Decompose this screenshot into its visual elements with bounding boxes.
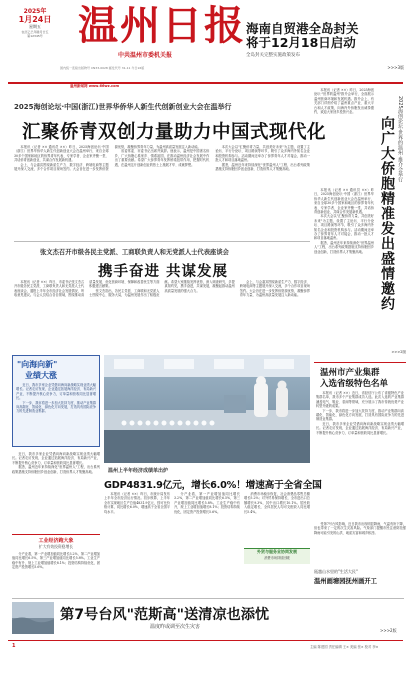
footer-page-number: 1	[12, 643, 16, 649]
small-left-sub: 扩大有效投资稳增长	[38, 544, 74, 549]
gdp-headline[interactable]: GDP4831.9亿元，增长6.0%！增速高于全省全国	[104, 480, 322, 491]
small-mid-sub: 消费市场持续回暖	[264, 556, 290, 560]
left-column-body: 近日，我市多家企业凭借向海向新战略实现业绩大幅增长。记者走访发现，企业通过拓展海洋经济、布局新兴产业，不断提升核心竞争力，订单量和营收同比显著增长。 据悉，温州近年来持续深化"世界温州人"工程，出台系列政策措施支持侨胞回乡创业创新，打造侨界人才集聚高地。	[12, 452, 100, 474]
date-day: 1月24日	[18, 15, 52, 24]
cluster-box-title-1: 温州市产业集群	[320, 368, 380, 378]
newspaper-subtitle: 中共温州市委机关报	[118, 52, 173, 59]
site-banner	[70, 72, 160, 88]
date-weekday: 星期五	[29, 24, 41, 29]
small-mid-box[interactable]	[244, 548, 310, 564]
promo-subhead: 全岛封关完整实施政策发布	[246, 53, 300, 58]
promo-box[interactable]	[246, 22, 404, 72]
bottom-headline[interactable]: 第7号台风"范斯高"送清凉也添忧	[60, 607, 270, 623]
date-lunar: 农历乙巳年腊月廿五	[21, 30, 49, 34]
sidebar-blue-body: 近日，我市多家企业凭借向海向新战略实现业绩大幅增长。记者走访发现，企业通过拓展海洋经济、布局新兴产业，不断提升核心竞争力，订单量和营收同比显著增长。 下一步，我市将进一步加大扶持力度，推动产业集群向高端化、智能化、绿色化方向发展，打造具有国际竞争力的先进制造业集群。	[16, 383, 96, 414]
small-left-body: 分产业看，第一产业增加值同比增长3.2%，第二产业增加值同比增长6.5%，第三产业增加值同比增长5.8%。工业生产稳中有升，规上工业增加值增长8.1%；投资结构持续优化，固定资产投资增长5.6%。	[12, 552, 100, 570]
bottom-right-story[interactable]	[314, 522, 406, 596]
sidebar-blue-subtitle: 业绩大涨	[25, 371, 57, 380]
cluster-box-title-2: 入选省级特色名单	[320, 379, 389, 389]
vertical-story	[314, 88, 406, 358]
bottom-right-kicker: 瓯越山水里的"生活大民"	[314, 569, 358, 574]
promo-headline-1: 海南自贸港全岛封关	[246, 21, 359, 36]
sidebar-blue-box[interactable]	[12, 355, 100, 447]
promo-headline-2: 将于12月18日启动	[246, 35, 356, 50]
issue-number: 第12345号	[27, 34, 43, 38]
second-headline[interactable]: 携手奋进 共谋发展	[98, 264, 229, 280]
meta-line: 国内统一连续出版物号 CN33-0028 邮发代号 31-11 今日16版	[60, 66, 145, 70]
bottom-more[interactable]: >>>2版	[380, 628, 397, 633]
factory-photo	[104, 355, 310, 463]
vertical-story-headline: 向广大侨胞精准发出盛情邀约	[379, 116, 395, 311]
bottom-photo	[12, 602, 54, 634]
gdp-kicker: 温州上半年经济成绩单出炉	[108, 468, 169, 474]
bottom-subhead: 温度昨或调至次生灾害	[150, 624, 201, 630]
vertical-story-kicker: 2025海创论坛·世界的温州·推介会举行	[397, 96, 403, 182]
sidebar-blue-title: "向海向新"	[17, 360, 58, 369]
small-mid-title: 外贸与服务业协同发展	[257, 549, 297, 554]
cluster-box[interactable]	[314, 362, 406, 520]
lead-divider	[14, 241, 310, 242]
vertical-story-body-2: 本报讯（记者 ×× 通讯员 ××）昨日，2025海创论坛·中国（浙江）世界华侨华人新生代创新创业大会在温州举行，来自全球30多个国家和地区的侨界青年代表、专家学者、企业家齐聚一堂，共话侨青创新创业，共谋合作发展新机遇。 本次大会以"汇聚侨青力量，共创美好未来"为主题，设置了主论坛、平行分论坛、项目路演等环节，吸引了众多海内外知名企业和投资机构参与。活动期间还举办了侨界青年人才对接会，推动一批人才和项目落地温州。 据悉，温州近年来持续深化"世界温州人"工程，出台系列政策措施支持侨胞回乡创业创新，打造侨界人才集聚高地。	[314, 188, 374, 254]
footer-credits: 主编 陈建国 责任编辑 王× 美编 张× 校对 李×	[310, 645, 379, 649]
date-block	[10, 6, 60, 58]
lead-headline[interactable]: 汇聚侨青双创力量助力中国式现代化	[22, 122, 327, 143]
footer-rule	[8, 640, 403, 641]
bottom-right-headline: 温州画塘园抚州画开工	[314, 578, 377, 585]
bottom-divider	[12, 598, 404, 599]
vertical-story-more[interactable]: >>>2版	[391, 350, 406, 354]
factory-photo-image	[104, 355, 310, 463]
masthead-rule	[8, 82, 403, 84]
weather-photo-image	[12, 602, 54, 634]
site-address: 温州新闻网 www.66wz.com	[70, 84, 120, 88]
second-kicker: 张文杰召开市级各民主党派、工商联负责人和无党派人士代表座谈会	[40, 249, 229, 256]
date-year: 2025年	[23, 8, 47, 15]
bottom-right-body: 受第7号台风影响，近日我市出现明显降雨，气温有所下降，但也带来了一定的次生灾害风险。气象部门提醒市民注意防范强降雨可能引发的山洪、地质灾害和城乡积涝。	[314, 522, 406, 535]
small-left-box[interactable]	[12, 534, 100, 592]
second-body: 本报讯（记者 ××）昨日，市委书记张文杰召开市级各民主党派、工商联负责人和无党派人士代表座谈会，通报上半年全市经济社会发展情况，听取意见建议。与会人员结合各自领域，围绕推动高质量发展、优化营商环境、保障和改善民生等方面积极建言献策。 张文杰指出，各民主党派、工商联和无党派人士围绕中心、服务大局，为温州发展作出了积极贡献。希望大家继续发挥优势，深入调查研究，多提真知灼见，携手奋进，共谋发展，凝聚起推动温州高质量发展的强大合力。 会上，与会嘉宾围绕新质生产力、数字经济、跨境电商等主题展开深入交流，多个合作项目现场签约。大会旨在进一步发挥侨资源优势，凝聚侨界青年力量，为温州高质量发展注入新动能。	[14, 280, 310, 298]
cluster-box-body: 本报讯（记者 ××）近日，省经信厅公布了省级特色产业集群名单，我市多个产业集群成功入选。此次入选的产业集群涵盖电气、鞋业、泵阀等领域，充分展示了我市传统优势产业转型升级的成果。 下一步，我市将进一步加大扶持力度，推动产业集群向高端化、智能化、绿色化方向发展，打造具有国际竞争力的先进制造业集群。 近日，我市多家企业凭借向海向新战略实现业绩大幅增长。记者走访发现，企业通过拓展海洋经济、布局新兴产业，不断提升核心竞争力，订单量和营收同比显著增长。	[316, 391, 404, 435]
lead-body: 本报讯（记者 ×× 通讯员 ××）昨日，2025海创论坛·中国（浙江）世界华侨华人新生代创新创业大会在温州举行，来自全球30多个国家和地区的侨界青年代表、专家学者、企业家齐聚一堂，共话侨青创新创业，共谋合作发展新机遇。 会上，与会嘉宾围绕新质生产力、数字经济、跨境电商等主题展开深入交流，多个合作项目现场签约。大会旨在进一步发挥侨资源优势，凝聚侨界青年力量，为温州高质量发展注入新动能。 省委常委、市委书记出席并致辞。他表示，温州是中国著名侨乡，广大侨胞心系家乡、情系祖国，在推动温州经济社会发展中作出了重要贡献。希望广大侨界青年发挥桥梁纽带作用，把握时代机遇，在温州这片创新创业的热土上施展才华、成就梦想。 本次大会以"汇聚侨青力量，共创美好未来"为主题，设置了主论坛、平行分论坛、项目路演等环节，吸引了众多海内外知名企业和投资机构参与。活动期间还举办了侨界青年人才对接会，推动一批人才和项目落地温州。 据悉，温州近年来持续深化"世界温州人"工程，出台系列政策措施支持侨胞回乡创业创新，打造侨界人才集聚高地。	[14, 145, 310, 172]
vertical-story-body-1: 本报讯（记者 ××）昨日，2025海创论坛·"世界的温州"推介会举行，全面展示温州营商环境和发展机遇。推介会上，有关部门详细介绍了温州重点产业、重大平台和人才政策，向海内外侨胞发出诚挚邀约，欢迎大家回乡投资兴业。	[314, 88, 374, 115]
small-left-title: 工业经济跑大象	[38, 538, 74, 544]
lead-kicker: 2025海创论坛·中国(浙江)世界华侨华人新生代创新创业大会在温举行	[14, 103, 232, 111]
promo-page-link[interactable]: >>>3版	[387, 65, 404, 70]
newspaper-title: 温州日报	[78, 2, 246, 49]
gdp-body: 本报讯（记者 ××）昨日，市统计局发布上半年全市经济运行情况。初步核算，上半年全市实现地区生产总值4831.9亿元，按可比价格计算，同比增长6.0%，增速高于全省全国平均水平。 分产业看，第一产业增加值同比增长3.2%，第二产业增加值同比增长6.5%，第三产业增加值同比增长5.8%。工业生产稳中有升，规上工业增加值增长8.1%；投资结构持续优化，固定资产投资增长5.6%。 消费市场稳步恢复，社会消费品零售总额增长5.2%；对外贸易保持增长，全市进出口总额增长9.3%，其中出口增长10.1%。居民收入稳定增长，全体居民人均可支配收入同比增长5.4%。	[104, 492, 310, 514]
masthead	[0, 0, 409, 88]
